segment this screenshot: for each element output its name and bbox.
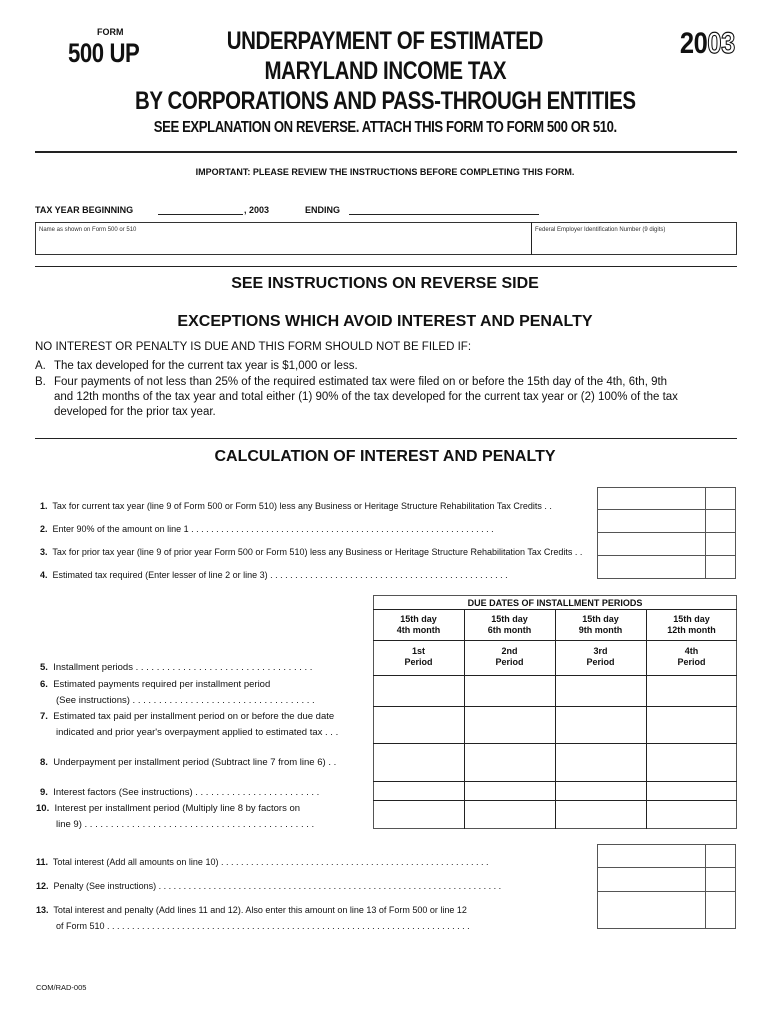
tax-year-suffix: , 2003 xyxy=(244,205,270,215)
line-6: 6. Estimated payments required per installment period xyxy=(40,679,271,690)
line-13-amount-field[interactable] xyxy=(597,891,706,929)
line-3-amount-field[interactable] xyxy=(597,532,706,556)
line-11-amount-field[interactable] xyxy=(597,844,706,868)
due-dates-heading: DUE DATES OF INSTALLMENT PERIODS xyxy=(467,598,643,608)
tax-year-ending-label: ENDING xyxy=(305,205,341,215)
line-13-cents-field[interactable] xyxy=(705,891,736,929)
line-3: 3. Tax for prior tax year (line 9 of prior year Form 500 or Form 510) less any Business or Heritage Structure Rehabilitation Tax Credits . . xyxy=(40,547,583,557)
form-label: FORM xyxy=(97,27,124,37)
line-8-period-4-field[interactable] xyxy=(647,744,736,781)
line-5: 5. Installment periods . . . . . . . . . . . . . . . . . . . . . . . . . . . . . . . . . . xyxy=(40,662,313,673)
fein-field[interactable] xyxy=(532,236,736,254)
tax-year-ending-field[interactable] xyxy=(349,214,539,215)
line-6-period-2-field[interactable] xyxy=(465,676,555,706)
line-4: 4. Estimated tax required (Enter lesser of line 2 or line 3) . . . . . . . . . . . . . . . . . . . . . . . . . . . . . . . . . . . . . . . . . . . . . . . . xyxy=(40,570,508,580)
exceptions-intro: NO INTEREST OR PENALTY IS DUE AND THIS FORM SHOULD NOT BE FILED IF: xyxy=(35,341,472,353)
line-9-period-3-field[interactable] xyxy=(556,782,646,800)
tax-year-beginning-field[interactable] xyxy=(158,214,243,215)
due-date-col-4: 15th day 12th month xyxy=(667,614,716,635)
line-1-cents-field[interactable] xyxy=(705,487,736,510)
line-11: 11. Total interest (Add all amounts on line 10) . . . . . . . . . . . . . . . . . . . . . . . . . . . . . . . . . . . . . . . . . . . . . . . . . . . . . . xyxy=(36,857,489,867)
line-9: 9. Interest factors (See instructions) . . . . . . . . . . . . . . . . . . . . . . . . xyxy=(40,787,320,798)
name-field[interactable] xyxy=(36,236,530,254)
line-13-continued: of Form 510 . . . . . . . . . . . . . . . . . . . . . . . . . . . . . . . . . . . . . . . . . . . . . . . . . . . . . . . . . . . . . . . . . . . . . . . . . xyxy=(56,921,470,931)
line-1: 1. Tax for current tax year (line 9 of Form 500 or Form 510) less any Business or Heritage Structure Rehabilitation Tax Credits . . xyxy=(40,501,552,511)
line-7-period-2-field[interactable] xyxy=(465,707,555,743)
line-4-cents-field[interactable] xyxy=(705,555,736,579)
line-1-amount-field[interactable] xyxy=(597,487,706,510)
tax-year-beginning-label: TAX YEAR BEGINNING xyxy=(35,205,134,215)
due-date-col-2: 15th day 6th month xyxy=(487,614,532,635)
line-11-cents-field[interactable] xyxy=(705,844,736,868)
calculation-heading: CALCULATION OF INTEREST AND PENALTY xyxy=(214,448,556,465)
form-title-line2: MARYLAND INCOME TAX xyxy=(264,57,506,85)
name-field-label: Name as shown on Form 500 or 510 xyxy=(39,227,137,233)
form-number: 500 UP xyxy=(68,38,140,68)
period-label-4: 4th Period xyxy=(677,646,706,667)
line-4-amount-field[interactable] xyxy=(597,555,706,579)
line-7-period-1-field[interactable] xyxy=(374,707,464,743)
line-7-continued: indicated and prior year's overpayment applied to estimated tax . . . xyxy=(56,727,339,738)
line-12-amount-field[interactable] xyxy=(597,867,706,892)
see-instructions-heading: SEE INSTRUCTIONS ON REVERSE SIDE xyxy=(231,275,539,292)
important-notice: IMPORTANT: PLEASE REVIEW THE INSTRUCTIONS BEFORE COMPLETING THIS FORM. xyxy=(195,167,575,177)
row-divider xyxy=(373,640,737,641)
exception-a-label: A. xyxy=(35,360,46,372)
line-7-period-4-field[interactable] xyxy=(647,707,736,743)
line-10-period-2-field[interactable] xyxy=(465,801,555,828)
line-10-continued: line 9) . . . . . . . . . . . . . . . . . . . . . . . . . . . . . . . . . . . . . . . . . . . . xyxy=(56,819,315,830)
line-2-amount-field[interactable] xyxy=(597,509,706,533)
period-label-3: 3rd Period xyxy=(586,646,615,667)
section-divider xyxy=(35,266,737,267)
line-9-period-1-field[interactable] xyxy=(374,782,464,800)
line-13: 13. Total interest and penalty (Add lines 11 and 12). Also enter this amount on line 13 of Form 500 or line 12 xyxy=(36,905,467,915)
exception-b-line1: Four payments of not less than 25% of the required estimated tax were filed on or before the 15th day of the 4th, 6th, 9th xyxy=(54,376,668,388)
exception-b-label: B. xyxy=(35,376,46,388)
exception-a-text: The tax developed for the current tax year is $1,000 or less. xyxy=(54,360,358,372)
header-divider xyxy=(35,151,737,153)
exceptions-divider xyxy=(35,438,737,439)
line-6-continued: (See instructions) . . . . . . . . . . . . . . . . . . . . . . . . . . . . . . . . . . . xyxy=(56,695,315,706)
exception-b-line2: and 12th months of the tax year and total either (1) 90% of the tax developed for the current tax year or (2) 100% of the tax xyxy=(54,391,678,403)
line-7-period-3-field[interactable] xyxy=(556,707,646,743)
form-subtitle: SEE EXPLANATION ON REVERSE. ATTACH THIS FORM TO FORM 500 OR 510. xyxy=(153,119,617,136)
line-8-period-3-field[interactable] xyxy=(556,744,646,781)
line-8-period-1-field[interactable] xyxy=(374,744,464,781)
line-8: 8. Underpayment per installment period (Subtract line 7 from line 6) . . xyxy=(40,757,337,768)
form-title-line1: UNDERPAYMENT OF ESTIMATED xyxy=(226,27,544,55)
line-8-period-2-field[interactable] xyxy=(465,744,555,781)
line-9-period-2-field[interactable] xyxy=(465,782,555,800)
line-2-cents-field[interactable] xyxy=(705,509,736,533)
line-10-period-3-field[interactable] xyxy=(556,801,646,828)
line-6-period-3-field[interactable] xyxy=(556,676,646,706)
form-title-line3: BY CORPORATIONS AND PASS-THROUGH ENTITIES xyxy=(134,87,636,115)
exception-b-line3: developed for the prior tax year. xyxy=(54,406,216,418)
line-6-period-1-field[interactable] xyxy=(374,676,464,706)
line-10-period-1-field[interactable] xyxy=(374,801,464,828)
line-3-cents-field[interactable] xyxy=(705,532,736,556)
line-12: 12. Penalty (See instructions) . . . . . . . . . . . . . . . . . . . . . . . . . . . . . . . . . . . . . . . . . . . . . . . . . . . . . . . . . . . . . . . . . . . . . xyxy=(36,881,502,891)
tax-year-badge: 2003 xyxy=(679,27,735,60)
period-label-1: 1st Period xyxy=(404,646,433,667)
due-date-col-1: 15th day 4th month xyxy=(396,614,441,635)
exceptions-heading: EXCEPTIONS WHICH AVOID INTEREST AND PENALTY xyxy=(177,313,593,330)
form-code: COM/RAD-005 xyxy=(36,983,87,992)
line-9-period-4-field[interactable] xyxy=(647,782,736,800)
due-date-col-3: 15th day 9th month xyxy=(578,614,623,635)
line-10: 10. Interest per installment period (Multiply line 8 by factors on xyxy=(36,803,301,814)
line-6-period-4-field[interactable] xyxy=(647,676,736,706)
line-12-cents-field[interactable] xyxy=(705,867,736,892)
line-10-period-4-field[interactable] xyxy=(647,801,736,828)
line-2: 2. Enter 90% of the amount on line 1 . . . . . . . . . . . . . . . . . . . . . . . . . . . . . . . . . . . . . . . . . . . . . . . . . . . . . . . . . . . . . xyxy=(40,524,494,534)
line-7: 7. Estimated tax paid per installment period on or before the due date xyxy=(40,711,335,722)
fein-field-label: Federal Employer Identification Number (9 digits) xyxy=(535,227,666,233)
period-label-2: 2nd Period xyxy=(495,646,524,667)
